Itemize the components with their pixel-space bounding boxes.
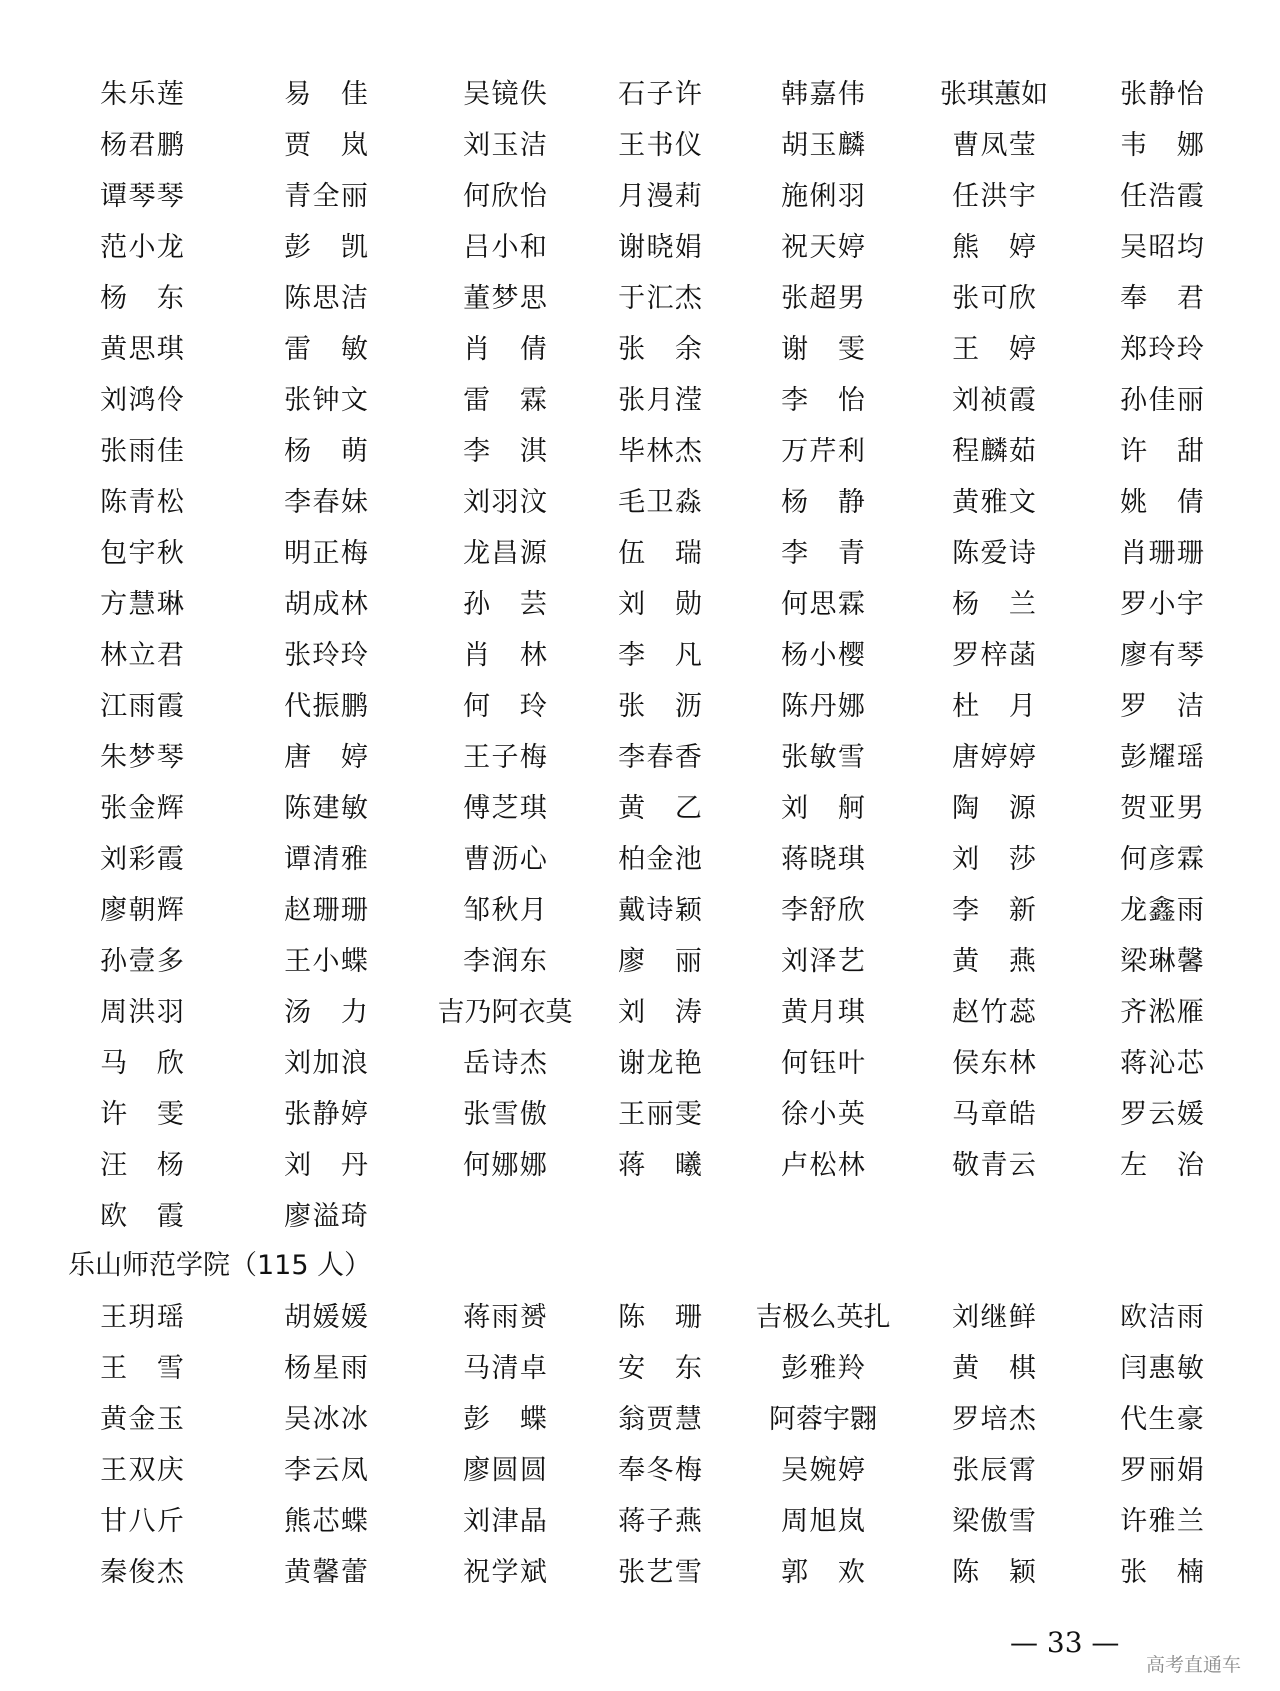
- name-cell: 何思霖: [781, 589, 865, 620]
- name-cell: 刘祯霞: [952, 385, 1036, 416]
- name-cell: 罗培杰: [952, 1404, 1036, 1435]
- name-cell: 吴昭均: [1120, 232, 1204, 263]
- name-cell: 谢龙艳: [618, 1048, 702, 1079]
- name-cell: 陈爱诗: [952, 538, 1036, 569]
- name-cell: 代生豪: [1120, 1404, 1204, 1435]
- name-row: [0, 690, 1280, 724]
- name-cell: 杨萌: [284, 436, 368, 467]
- name-cell: 毕林杰: [618, 436, 702, 467]
- name-cell: 韦娜: [1120, 130, 1204, 161]
- name-row: [0, 945, 1280, 979]
- name-cell: 秦俊杰: [100, 1557, 184, 1588]
- name-cell: 孙壹多: [100, 946, 184, 977]
- name-cell: 罗梓菡: [952, 640, 1036, 671]
- name-cell: 朱梦琴: [100, 742, 184, 773]
- name-cell: 肖林: [463, 640, 547, 671]
- name-row: [0, 537, 1280, 571]
- name-cell: 包宇秋: [100, 538, 184, 569]
- name-cell: 郭欢: [781, 1557, 865, 1588]
- name-cell: 廖朝辉: [100, 895, 184, 926]
- name-row: [0, 486, 1280, 520]
- name-cell: 张金辉: [100, 793, 184, 824]
- name-cell: 何欣怡: [463, 181, 547, 212]
- name-cell: 梁傲雪: [952, 1506, 1036, 1537]
- name-cell: 闫惠敏: [1120, 1353, 1204, 1384]
- name-cell: 黄雅文: [952, 487, 1036, 518]
- name-cell: 何彦霖: [1120, 844, 1204, 875]
- name-cell: 马章皓: [952, 1099, 1036, 1130]
- name-cell: 吉极么英扎: [755, 1302, 891, 1333]
- name-cell: 李春香: [618, 742, 702, 773]
- name-cell: 刘莎: [952, 844, 1036, 875]
- name-cell: 黄思琪: [100, 334, 184, 365]
- name-cell: 刘羽汶: [463, 487, 547, 518]
- name-cell: 任浩霞: [1120, 181, 1204, 212]
- name-cell: 罗小宇: [1120, 589, 1204, 620]
- name-cell: 陈珊: [618, 1302, 702, 1333]
- name-cell: 戴诗颖: [618, 895, 702, 926]
- name-cell: 唐婷: [284, 742, 368, 773]
- name-row: [0, 282, 1280, 316]
- name-cell: 黄馨蕾: [284, 1557, 368, 1588]
- name-cell: 奉君: [1120, 283, 1204, 314]
- name-cell: 张沥: [618, 691, 702, 722]
- name-cell: 杨小樱: [781, 640, 865, 671]
- name-row: [0, 1352, 1280, 1386]
- name-cell: 杨君鹏: [100, 130, 184, 161]
- name-cell: 施俐羽: [781, 181, 865, 212]
- name-cell: 李凡: [618, 640, 702, 671]
- name-cell: 李青: [781, 538, 865, 569]
- name-cell: 朱乐莲: [100, 79, 184, 110]
- name-cell: 张余: [618, 334, 702, 365]
- name-cell: 雷霖: [463, 385, 547, 416]
- name-cell: 吉乃阿衣莫: [437, 997, 573, 1028]
- name-cell: 孙芸: [463, 589, 547, 620]
- name-cell: 贺亚男: [1120, 793, 1204, 824]
- name-cell: 月漫莉: [618, 181, 702, 212]
- name-cell: 周旭岚: [781, 1506, 865, 1537]
- name-row: [0, 180, 1280, 214]
- name-cell: 韩嘉伟: [781, 79, 865, 110]
- name-cell: 蒋子燕: [618, 1506, 702, 1537]
- name-cell: 张静怡: [1120, 79, 1204, 110]
- name-cell: 翁贾慧: [618, 1404, 702, 1435]
- name-row: [0, 333, 1280, 367]
- name-cell: 肖珊珊: [1120, 538, 1204, 569]
- name-cell: 吕小和: [463, 232, 547, 263]
- name-cell: 董梦思: [463, 283, 547, 314]
- name-cell: 石子许: [618, 79, 702, 110]
- name-cell: 蒋沁芯: [1120, 1048, 1204, 1079]
- name-cell: 蒋曦: [618, 1150, 702, 1181]
- name-cell: 龙鑫雨: [1120, 895, 1204, 926]
- name-row: [0, 231, 1280, 265]
- name-cell: 罗洁: [1120, 691, 1204, 722]
- name-cell: 柏金池: [618, 844, 702, 875]
- name-cell: 陈青松: [100, 487, 184, 518]
- name-cell: 张钟文: [284, 385, 368, 416]
- name-cell: 王玥瑶: [100, 1302, 184, 1333]
- name-row: [0, 639, 1280, 673]
- name-cell: 刘丹: [284, 1150, 368, 1181]
- name-cell: 李润东: [463, 946, 547, 977]
- name-row: [0, 1200, 1280, 1234]
- name-cell: 廖圆圆: [463, 1455, 547, 1486]
- name-cell: 林立君: [100, 640, 184, 671]
- name-cell: 张雨佳: [100, 436, 184, 467]
- name-cell: 欧洁雨: [1120, 1302, 1204, 1333]
- name-cell: 刘彩霞: [100, 844, 184, 875]
- name-cell: 汪杨: [100, 1150, 184, 1181]
- name-row: [0, 996, 1280, 1030]
- name-cell: 马清卓: [463, 1353, 547, 1384]
- name-cell: 祝天婷: [781, 232, 865, 263]
- name-cell: 张静婷: [284, 1099, 368, 1130]
- name-cell: 赵竹蕊: [952, 997, 1036, 1028]
- name-row: [0, 1454, 1280, 1488]
- name-cell: 张玲玲: [284, 640, 368, 671]
- name-cell: 于汇杰: [618, 283, 702, 314]
- name-cell: 龙昌源: [463, 538, 547, 569]
- name-cell: 范小龙: [100, 232, 184, 263]
- name-cell: 甘八斤: [100, 1506, 184, 1537]
- name-cell: 何玲: [463, 691, 547, 722]
- name-cell: 胡成林: [284, 589, 368, 620]
- name-cell: 谢雯: [781, 334, 865, 365]
- name-cell: 谭琴琴: [100, 181, 184, 212]
- name-row: [0, 1098, 1280, 1132]
- name-cell: 李新: [952, 895, 1036, 926]
- name-cell: 张超男: [781, 283, 865, 314]
- name-cell: 许雯: [100, 1099, 184, 1130]
- name-cell: 彭凯: [284, 232, 368, 263]
- name-cell: 陈思洁: [284, 283, 368, 314]
- name-cell: 张雪傲: [463, 1099, 547, 1130]
- name-cell: 代振鹏: [284, 691, 368, 722]
- name-cell: 刘津晶: [463, 1506, 547, 1537]
- name-cell: 周洪羽: [100, 997, 184, 1028]
- name-cell: 杜月: [952, 691, 1036, 722]
- name-cell: 易佳: [284, 79, 368, 110]
- name-cell: 蒋雨赟: [463, 1302, 547, 1333]
- name-cell: 阿蓉宇翾: [769, 1404, 877, 1435]
- name-row: [0, 78, 1280, 112]
- name-cell: 安东: [618, 1353, 702, 1384]
- name-cell: 熊芯蝶: [284, 1506, 368, 1537]
- name-cell: 杨兰: [952, 589, 1036, 620]
- name-row: [0, 843, 1280, 877]
- name-cell: 彭蝶: [463, 1404, 547, 1435]
- name-cell: 贾岚: [284, 130, 368, 161]
- page-number: — 33 —: [1010, 1626, 1120, 1659]
- name-cell: 彭雅羚: [781, 1353, 865, 1384]
- name-row: [0, 894, 1280, 928]
- name-cell: 孙佳丽: [1120, 385, 1204, 416]
- name-cell: 何钰叶: [781, 1048, 865, 1079]
- name-cell: 刘泽艺: [781, 946, 865, 977]
- name-cell: 刘玉洁: [463, 130, 547, 161]
- name-cell: 江雨霞: [100, 691, 184, 722]
- name-cell: 汤力: [284, 997, 368, 1028]
- name-cell: 岳诗杰: [463, 1048, 547, 1079]
- name-cell: 张楠: [1120, 1557, 1204, 1588]
- name-row: [0, 1149, 1280, 1183]
- name-cell: 黄月琪: [781, 997, 865, 1028]
- name-cell: 胡媛媛: [284, 1302, 368, 1333]
- name-cell: 程麟茹: [952, 436, 1036, 467]
- name-cell: 侯东林: [952, 1048, 1036, 1079]
- name-cell: 胡玉麟: [781, 130, 865, 161]
- name-cell: 徐小英: [781, 1099, 865, 1130]
- name-cell: 卢松林: [781, 1150, 865, 1181]
- name-cell: 黄金玉: [100, 1404, 184, 1435]
- name-row: [0, 435, 1280, 469]
- name-row: [0, 741, 1280, 775]
- name-row: [0, 1556, 1280, 1590]
- name-cell: 刘舸: [781, 793, 865, 824]
- name-cell: 青全丽: [284, 181, 368, 212]
- name-cell: 曹沥心: [463, 844, 547, 875]
- name-row: [0, 1301, 1280, 1335]
- name-cell: 李云凤: [284, 1455, 368, 1486]
- name-cell: 马欣: [100, 1048, 184, 1079]
- name-cell: 刘鸿伶: [100, 385, 184, 416]
- name-cell: 祝学斌: [463, 1557, 547, 1588]
- name-row: [0, 588, 1280, 622]
- name-cell: 陈建敏: [284, 793, 368, 824]
- name-cell: 姚倩: [1120, 487, 1204, 518]
- name-cell: 杨东: [100, 283, 184, 314]
- name-cell: 罗云媛: [1120, 1099, 1204, 1130]
- name-cell: 郑玲玲: [1120, 334, 1204, 365]
- name-cell: 王丽雯: [618, 1099, 702, 1130]
- name-cell: 陈颖: [952, 1557, 1036, 1588]
- name-cell: 李舒欣: [781, 895, 865, 926]
- name-cell: 奉冬梅: [618, 1455, 702, 1486]
- name-cell: 王书仪: [618, 130, 702, 161]
- name-cell: 万芹利: [781, 436, 865, 467]
- name-cell: 刘涛: [618, 997, 702, 1028]
- watermark: 高考直通车: [1146, 1654, 1242, 1676]
- name-cell: 谭清雅: [284, 844, 368, 875]
- name-cell: 王婷: [952, 334, 1036, 365]
- name-cell: 张琪蕙如: [940, 79, 1048, 110]
- name-cell: 明正梅: [284, 538, 368, 569]
- name-cell: 刘继鲜: [952, 1302, 1036, 1333]
- name-cell: 何娜娜: [463, 1150, 547, 1181]
- name-row: [0, 1505, 1280, 1539]
- name-cell: 黄乙: [618, 793, 702, 824]
- name-cell: 王双庆: [100, 1455, 184, 1486]
- name-cell: 黄棋: [952, 1353, 1036, 1384]
- name-cell: 傅芝琪: [463, 793, 547, 824]
- section-heading: 乐山师范学院（115 人）: [68, 1250, 372, 1281]
- name-cell: 任洪宇: [952, 181, 1036, 212]
- name-row: [0, 129, 1280, 163]
- name-cell: 彭耀瑶: [1120, 742, 1204, 773]
- name-cell: 廖溢琦: [284, 1201, 368, 1232]
- name-cell: 张月滢: [618, 385, 702, 416]
- name-cell: 伍瑞: [618, 538, 702, 569]
- name-cell: 齐淞雁: [1120, 997, 1204, 1028]
- name-cell: 左治: [1120, 1150, 1204, 1181]
- name-row: [0, 1403, 1280, 1437]
- name-cell: 刘勋: [618, 589, 702, 620]
- name-cell: 唐婷婷: [952, 742, 1036, 773]
- name-cell: 方慧琳: [100, 589, 184, 620]
- name-cell: 谢晓娟: [618, 232, 702, 263]
- name-cell: 罗丽娟: [1120, 1455, 1204, 1486]
- name-cell: 张辰霄: [952, 1455, 1036, 1486]
- name-cell: 毛卫淼: [618, 487, 702, 518]
- name-cell: 肖倩: [463, 334, 547, 365]
- name-cell: 刘加浪: [284, 1048, 368, 1079]
- name-cell: 王小蝶: [284, 946, 368, 977]
- name-row: [0, 1047, 1280, 1081]
- name-cell: 吴冰冰: [284, 1404, 368, 1435]
- name-cell: 邹秋月: [463, 895, 547, 926]
- name-cell: 陶源: [952, 793, 1036, 824]
- name-cell: 吴婉婷: [781, 1455, 865, 1486]
- name-cell: 李怡: [781, 385, 865, 416]
- name-cell: 李春妹: [284, 487, 368, 518]
- name-cell: 陈丹娜: [781, 691, 865, 722]
- name-cell: 雷敏: [284, 334, 368, 365]
- name-cell: 杨静: [781, 487, 865, 518]
- name-cell: 吴镜佚: [463, 79, 547, 110]
- name-cell: 赵珊珊: [284, 895, 368, 926]
- name-cell: 杨星雨: [284, 1353, 368, 1384]
- name-cell: 王子梅: [463, 742, 547, 773]
- name-cell: 敬青云: [952, 1150, 1036, 1181]
- name-cell: 黄燕: [952, 946, 1036, 977]
- name-cell: 张敏雪: [781, 742, 865, 773]
- name-cell: 欧霞: [100, 1201, 184, 1232]
- name-cell: 廖有琴: [1120, 640, 1204, 671]
- name-cell: 张可欣: [952, 283, 1036, 314]
- name-cell: 蒋晓琪: [781, 844, 865, 875]
- name-cell: 梁琳馨: [1120, 946, 1204, 977]
- name-cell: 廖丽: [618, 946, 702, 977]
- name-cell: 熊婷: [952, 232, 1036, 263]
- name-cell: 张艺雪: [618, 1557, 702, 1588]
- name-cell: 王雪: [100, 1353, 184, 1384]
- name-row: [0, 384, 1280, 418]
- name-cell: 许甜: [1120, 436, 1204, 467]
- name-row: [0, 792, 1280, 826]
- name-cell: 李淇: [463, 436, 547, 467]
- name-cell: 曹凤莹: [952, 130, 1036, 161]
- name-cell: 许雅兰: [1120, 1506, 1204, 1537]
